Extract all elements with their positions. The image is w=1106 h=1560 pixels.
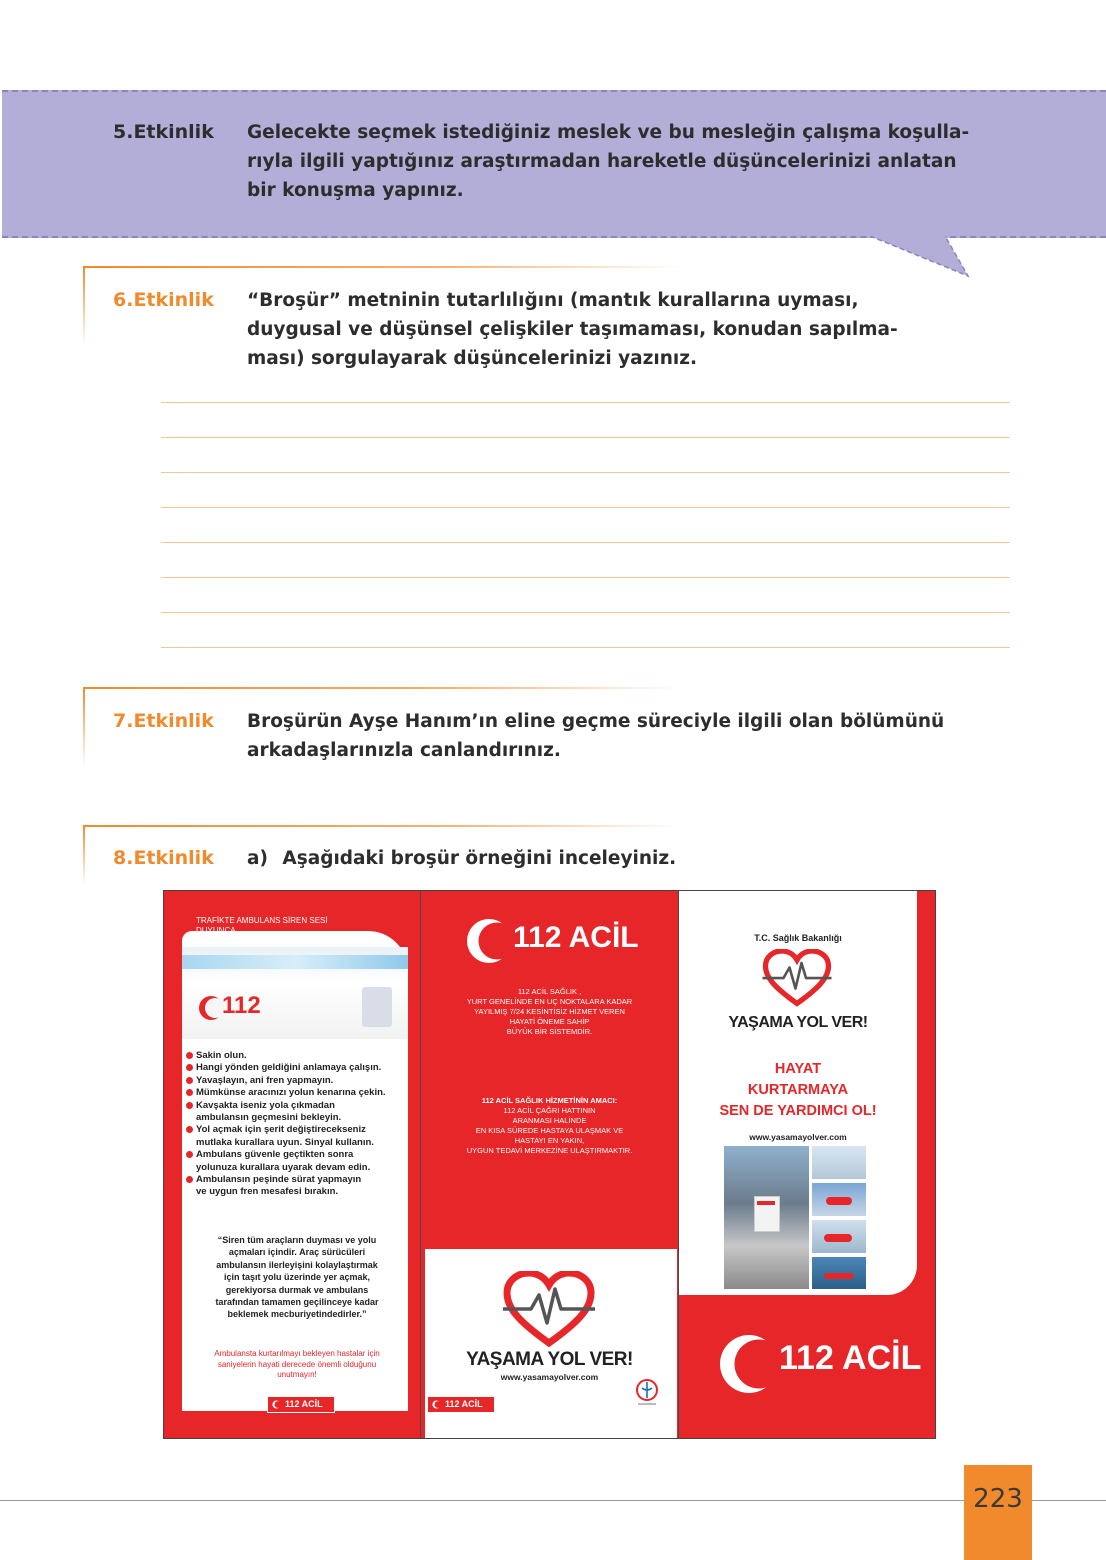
- helicopter-photo: [812, 1183, 866, 1216]
- brochure-left-panel: [164, 891, 420, 1438]
- activity-8-bracket-left: [83, 825, 85, 885]
- middle-paragraph-1: 112 ACİL SAĞLIK , YURT GENELİNDE EN UÇ NOKTALARA KADAR YAYILMIŞ 7/24 KESİNTİSİZ HİZMET VEREN HAYATİ ÖNEME SAHİP BÜYÜK BİR SİSTEMDİR.: [466, 987, 633, 1036]
- writing-line[interactable]: [161, 402, 1010, 403]
- helicopter-photo-2: [812, 1220, 866, 1253]
- middle-slogan: YAŞAMA YOL VER!: [466, 1349, 633, 1370]
- activity-8-bracket-top: [83, 825, 683, 827]
- activity-6-label: 6.Etkinlik: [113, 289, 214, 311]
- brochure: [163, 890, 936, 1439]
- right-logo-text: 112 ACİL: [779, 1339, 922, 1377]
- brochure-right-panel: [679, 891, 935, 1438]
- patient-warning: Ambulansta kurtarılmayı bekleyen hastalar için saniyelerin hayati derecede önemli olduğunu unutmayın!: [214, 1349, 380, 1379]
- right-slogan: YAŞAMA YOL VER!: [728, 1014, 868, 1031]
- plane-photo: [812, 1146, 866, 1179]
- ambulance-photo: [182, 947, 408, 1039]
- middle-paragraph-2: 112 ACİL SAĞLIK HİZMETİNİN AMACI: 112 ACİL ÇAĞRI HATTININ ARANMASI HALİNDE EN KISA SÜREDE HASTAYA ULAŞMAK VE HASTAYI EN YAKIN, UYGUN TEDAVİ MERKEZİNE ULAŞTIRMAKTIR.: [466, 1096, 633, 1155]
- ministry-emblem-icon: [634, 1378, 660, 1408]
- writing-line[interactable]: [161, 507, 1010, 508]
- safety-bullets: [186, 1050, 416, 1199]
- activity-7-label: 7.Etkinlik: [113, 710, 214, 732]
- fold-line: [678, 891, 679, 1438]
- list-item: Yol açmak için şerit değiştirecekseniz mutlaka kurallara uyun. Sinyal kullanın.: [186, 1124, 416, 1149]
- activity-7-text: Broşürün Ayşe Hanım’ın eline geçme süreciyle ilgili olan bölümünü arkadaşlarınızla canlandırınız.: [247, 711, 945, 761]
- crescent-icon: [719, 1331, 779, 1397]
- activity-6-bracket-top: [83, 266, 683, 268]
- writing-line[interactable]: [161, 577, 1010, 578]
- activity-7-bracket-left: [83, 687, 85, 767]
- activity-8-item-text: Aşağıdaki broşür örneğini inceleyiniz.: [282, 848, 677, 869]
- writing-line[interactable]: [161, 542, 1010, 543]
- activity-8-item-marker: a): [247, 848, 268, 869]
- activity-6-bracket-left: [83, 266, 85, 346]
- list-item: Ambulansın peşinde sürat yapmayın ve uygun fren mesafesi bırakın.: [186, 1174, 416, 1199]
- writing-line[interactable]: [161, 647, 1010, 648]
- footer-rule: [0, 1500, 1106, 1501]
- right-headline: HAYAT KURTARMAYA SEN DE YARDIMCI OL!: [719, 1061, 877, 1119]
- activity-5-text: Gelecekte seçmek istediğiniz meslek ve bu mesleğin çalışma koşulla- rıyla ilgili yaptığınız araştırmadan hareketle düşüncelerinizi anlatan bir konuşma yapınız.: [247, 122, 970, 201]
- right-url[interactable]: www.yasamayolver.com: [749, 1132, 847, 1142]
- writing-line[interactable]: [161, 612, 1010, 613]
- ministry-name: T.C. Sağlık Bakanlığı: [754, 933, 842, 943]
- crescent-icon: [466, 916, 512, 966]
- activity-6-text: “Broşür” metninin tutarlılığını (mantık kurallarına uyması, duygusal ve düşünsel çelişkiler taşımaması, konudan sapılma- ması) sorgulayarak düşüncelerinizi yazınız.: [247, 290, 898, 369]
- list-item: Mümkünse aracınızı yolun kenarına çekin.: [186, 1087, 416, 1099]
- activity-8-text: [247, 844, 676, 873]
- siren-quote: “Siren tüm araçların duyması ve yolu açmaları içindir. Araç sürücüleri ambulansın ilerleyişini kolaylaştırmak için taşıt yolu üzerinde yer açmak, gerekiyorsa durmak ve ambulans tarafından tamamen geçilinceye kadar beklemek mecburiyetindedirler.”: [215, 1235, 379, 1320]
- crescent-icon: [432, 1400, 441, 1409]
- boat-photo: [812, 1257, 866, 1289]
- activity-8-label: 8.Etkinlik: [113, 847, 214, 869]
- left-panel-header: TRAFİKTE AMBULANS SİREN SESİ DUYUNCA ...: [196, 916, 328, 935]
- left-footer-logo: 112 ACİL: [267, 1396, 335, 1413]
- crescent-icon: [272, 1400, 281, 1409]
- heart-pulse-icon: [501, 1271, 597, 1347]
- fold-line: [420, 891, 421, 1438]
- list-item: Kavşakta iseniz yola çıkmadan ambulansın geçmesini bekleyin.: [186, 1100, 416, 1125]
- activity-5-label: 5.Etkinlik: [113, 121, 214, 143]
- brochure-middle-panel: [421, 891, 678, 1438]
- ambulance-112-text: 112: [222, 992, 261, 1019]
- middle-url[interactable]: www.yasamayolver.com: [500, 1372, 599, 1382]
- heart-pulse-icon: [761, 949, 833, 1007]
- activity-7-bracket-top: [83, 687, 683, 689]
- crescent-icon: [198, 995, 224, 1021]
- list-item: Yavaşlayın, ani fren yapmayın.: [186, 1075, 416, 1087]
- writing-line[interactable]: [161, 437, 1010, 438]
- page-number: 223: [973, 1484, 1023, 1514]
- middle-logo-text: 112 ACİL: [513, 921, 639, 954]
- speech-bubble-tail: [870, 236, 980, 280]
- list-item: Hangi yönden geldiğini anlamaya çalışın.: [186, 1062, 416, 1074]
- writing-line[interactable]: [161, 472, 1010, 473]
- middle-footer-logo: 112 ACİL: [427, 1396, 495, 1413]
- list-item: Ambulans güvenle geçtikten sonra yolunuza kurallara uyarak devam edin.: [186, 1149, 416, 1174]
- list-item: Sakin olun.: [186, 1050, 416, 1062]
- traffic-photo: [724, 1146, 809, 1289]
